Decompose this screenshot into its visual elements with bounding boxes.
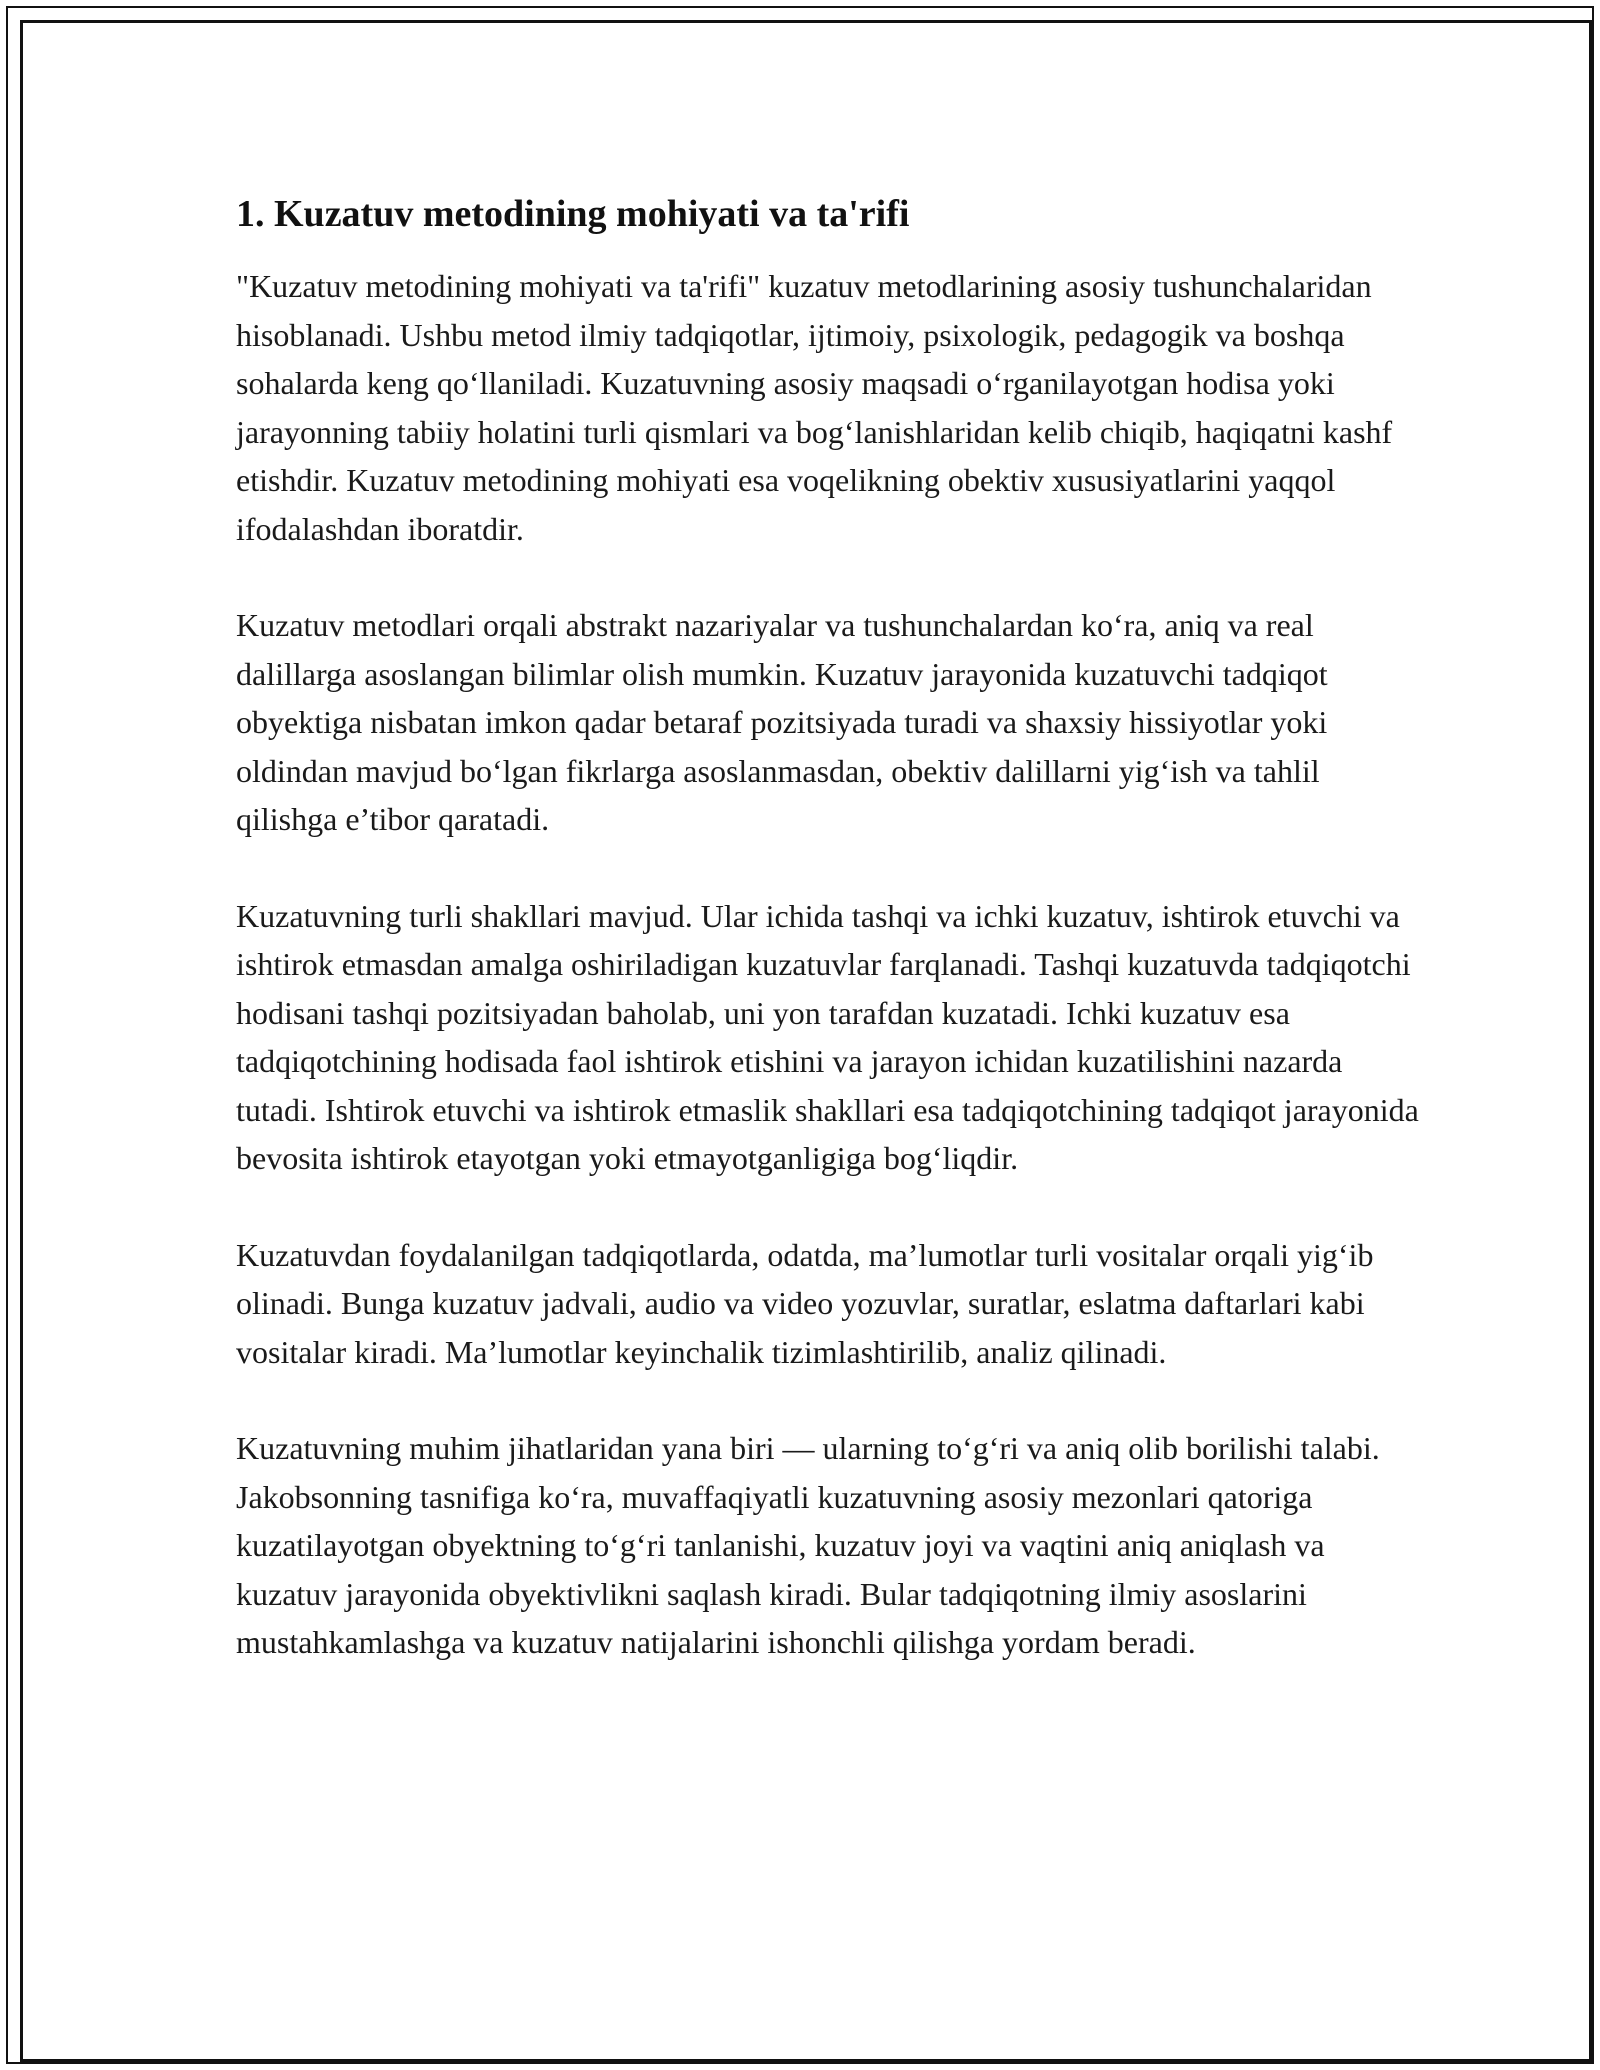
section-heading: 1. Kuzatuv metodining mohiyati va ta'rifi	[236, 193, 910, 235]
paragraph-3: Kuzatuvning turli shakllari mavjud. Ular ichida tashqi va ichki kuzatuv, ishtirok etuvchi va ishtirok etmasdan amalga oshiriladigan kuzatuvlar farqlanadi. Tashqi kuzatuvda tadqiqotchi hodisani tashqi pozitsiyadan baholab, uni yon tarafdan kuzatadi. Ichki kuzatuv esa tadqiqotchining hodisada faol ishtirok etishini va jarayon ichidan kuzatilishini nazarda tutadi. Ishtirok etuvchi va ishtirok etmaslik shakllari esa tadqiqotchining tadqiqot jarayonida bevosita ishtirok etayotgan yoki etmayotganligiga bog‘liqdir.	[236, 897, 1419, 1176]
paragraph-1: "Kuzatuv metodining mohiyati va ta'rifi" kuzatuv metodlarining asosiy tushunchalaridan hisoblanadi. Ushbu metod ilmiy tadqiqotlar, ijtimoiy, psixologik, pedagogik va boshqa sohalarda keng qo‘llaniladi. Kuzatuvning asosiy maqsadi o‘rganilayotgan hodisa yoki jarayonning tabiiy holatini turli qismlari va bog‘lanishlaridan kelib chiqib, haqiqatni kashf etishdir. Kuzatuv metodining mohiyati esa voqelikning obektiv xususiyatlarini yaqqol ifodalashdan iboratdir.	[236, 268, 1393, 547]
paragraph-4: Kuzatuvdan foydalanilgan tadqiqotlarda, odatda, ma’lumotlar turli vositalar orqali yig‘ib olinadi. Bunga kuzatuv jadvali, audio va video yozuvlar, suratlar, eslatma daftarlari kabi vositalar kiradi. Ma’lumotlar keyinchalik tizimlashtirilib, analiz qilinadi.	[236, 1236, 1374, 1370]
document-body	[236, 188, 1426, 1715]
paragraph-5: Kuzatuvning muhim jihatlaridan yana biri — ularning to‘g‘ri va aniq olib borilishi talabi. Jakobsonning tasnifiga ko‘ra, muvaffaqiyatli kuzatuvning asosiy mezonlari qatoriga kuzatilayotgan obyektning to‘g‘ri tanlanishi, kuzatuv joyi va vaqtini aniq aniqlash va kuzatuv jarayonida obyektivlikni saqlash kiradi. Bular tadqiqotning ilmiy asoslarini mustahkamlashga va kuzatuv natijalarini ishonchli qilishga yordam beradi.	[236, 1430, 1380, 1660]
paragraph-2: Kuzatuv metodlari orqali abstrakt nazariyalar va tushunchalardan ko‘ra, aniq va real dalillarga asoslangan bilimlar olish mumkin. Kuzatuv jarayonida kuzatuvchi tadqiqot obyektiga nisbatan imkon qadar betaraf pozitsiyada turadi va shaxsiy hissiyotlar yoki oldindan mavjud bo‘lgan fikrlarga asoslanmasdan, obektiv dalillarni yig‘ish va tahlil qilishga e’tibor qaratadi.	[236, 607, 1328, 837]
